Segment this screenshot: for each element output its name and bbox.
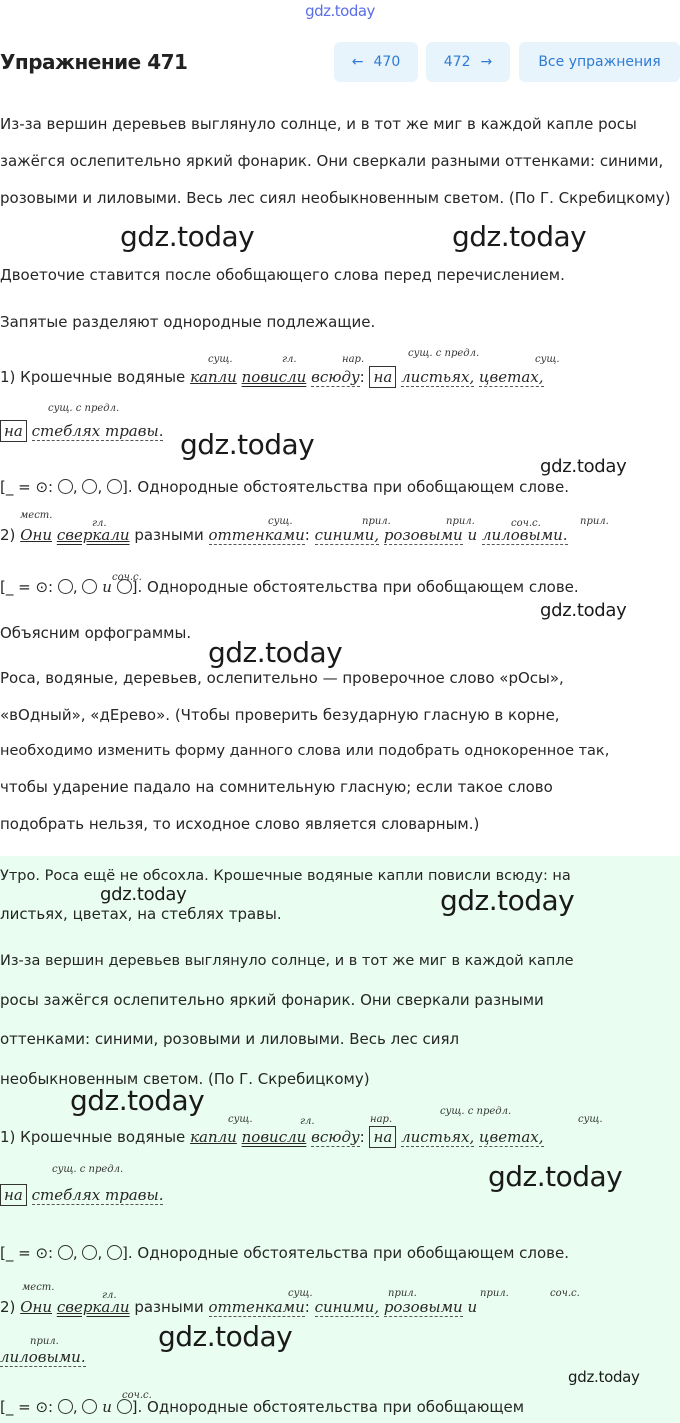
pos-label: прил. <box>446 516 475 527</box>
circle-icon <box>117 579 132 594</box>
pos-label: сущ. <box>578 1114 603 1125</box>
watermark: gdz.today <box>120 220 255 253</box>
watermark: gdz.today <box>540 456 627 477</box>
next-exercise-label: 472 <box>443 54 471 70</box>
watermark: gdz.today <box>180 428 315 461</box>
scheme-1: [_ = ⊙: , , ]. Однородные обстоятельства при обобщающем слове. <box>0 478 569 496</box>
circle-icon <box>82 479 97 494</box>
answer-line: Из-за вершин деревьев выглянуло солнце, и в тот же миг в каждой капле <box>0 953 574 969</box>
sentence-text: 1) Крошечные водяные <box>0 368 186 386</box>
circle-icon <box>82 579 97 594</box>
pos-label: сущ. <box>288 1288 313 1299</box>
pos-label: сущ. с предл. <box>52 1164 124 1175</box>
orthography-title: Объясним орфограммы. <box>0 624 192 642</box>
orthography-line: чтобы ударение падало на сомнительную гласную; если такое слово <box>0 778 553 796</box>
circle-icon <box>107 1245 122 1260</box>
pos-label: гл. <box>300 1116 315 1127</box>
pos-label: соч.с. <box>112 572 142 583</box>
preposition-box: на <box>369 366 396 388</box>
circle-icon <box>117 1399 132 1414</box>
comma-rule: Запятые разделяют однородные подлежащие. <box>0 313 376 331</box>
pos-label: гл. <box>92 518 107 529</box>
answer-scheme-1: [_ = ⊙: , , ]. Однородные обстоятельства при обобщающем слове. <box>0 1244 569 1262</box>
conj-word: и <box>467 526 478 544</box>
page-title: Упражнение 471 <box>0 50 188 74</box>
header <box>0 42 680 82</box>
pos-label: сущ. <box>268 516 293 527</box>
pos-label: соч.с. <box>550 1288 580 1299</box>
answer-line: Утро. Роса ещё не обсохла. Крошечные водяные капли повисли всюду: на <box>0 868 571 884</box>
preposition-box: на <box>0 1184 27 1206</box>
pos-label: прил. <box>580 516 609 527</box>
orthography-line: необходимо изменить форму данного слова или подобрать однокоренное так, <box>0 743 610 759</box>
watermark: gdz.today <box>440 884 575 917</box>
pos-label: нар. <box>370 1114 393 1125</box>
pos-label: сущ. <box>208 354 233 365</box>
answer-sentence-2: 2) Они сверкали разными оттенками: синими, розовыми и <box>0 1298 478 1316</box>
pos-label: сущ. с предл. <box>408 348 480 359</box>
answer-line: оттенками: синими, розовыми и лиловыми. Весь лес сиял <box>0 1030 460 1048</box>
watermark: gdz.today <box>158 1320 293 1353</box>
sentence-1: 1) Крошечные водяные капли повисли всюду: на листьях, цветах, <box>0 368 544 386</box>
task-paragraph: Из-за вершин деревьев выглянуло солнце, и в тот же миг в каждой капле росы зажёгся ослепительно яркий фонарик. Они сверкали разными оттенками: синими, розовыми и лиловыми. Весь лес сиял необыкновенным светом. (По Г. Скребицкому) <box>0 115 671 207</box>
watermark: gdz.today <box>452 220 587 253</box>
answer-line: необыкновенным светом. (По Г. Скребицкому) <box>0 1070 370 1088</box>
pos-label: сущ. <box>228 1114 253 1125</box>
orthography-line: Роса, водяные, деревьев, ослепительно — проверочное слово «рОсы», <box>0 669 564 687</box>
circle-icon <box>58 1245 73 1260</box>
circle-icon <box>82 1245 97 1260</box>
pos-label: сущ. <box>535 354 560 365</box>
answer-sentence-2-cont: лиловыми. <box>0 1348 86 1366</box>
pos-label: соч.с. <box>511 518 541 529</box>
subject-word: капли <box>190 368 237 386</box>
adverbial-word: всюду <box>311 368 360 386</box>
pos-label: гл. <box>282 354 297 365</box>
pos-label: прил. <box>30 1336 59 1347</box>
watermark: gdz.today <box>488 1160 623 1193</box>
next-exercise-button[interactable] <box>426 42 510 82</box>
subject-word: Они <box>20 526 53 544</box>
answer-scheme-2: [_ = ⊙: , и ]. Однородные обстоятельства при обобщающем <box>0 1398 525 1416</box>
watermark: gdz.today <box>70 1084 205 1117</box>
preposition-box: на <box>369 1126 396 1148</box>
answer-sentence-1-cont: на стеблях травы. <box>0 1184 163 1206</box>
pos-label: прил. <box>362 516 391 527</box>
scheme-tail: ]. Однородные обстоятельства при обобщающем слове. <box>122 478 569 496</box>
watermark: gdz.today <box>568 1368 640 1386</box>
circle-icon <box>107 479 122 494</box>
arrow-left-icon: ← <box>351 54 364 70</box>
watermark: gdz.today <box>208 636 343 669</box>
pos-label: нар. <box>342 354 365 365</box>
pos-label: сущ. с предл. <box>440 1106 512 1117</box>
circle-icon <box>58 479 73 494</box>
answer-sentence-1: 1) Крошечные водяные капли повисли всюду: на листьях, цветах, <box>0 1128 544 1146</box>
scheme-2: [_ = ⊙: , и ]. Однородные обстоятельства при обобщающем слове. <box>0 578 579 596</box>
attribute-word: лиловыми. <box>481 526 568 544</box>
pos-label: мест. <box>22 1282 55 1293</box>
pos-label: прил. <box>388 1288 417 1299</box>
orthography-line: «вОдный», «дЕрево». (Чтобы проверить безударную гласную в корне, <box>0 706 560 724</box>
answer-line: росы зажёгся ослепительно яркий фонарик. Они сверкали разными <box>0 991 544 1009</box>
circle-icon <box>58 1399 73 1414</box>
predicate-word: повисли <box>241 368 307 386</box>
arrow-right-icon: → <box>480 54 493 70</box>
sentence-1-cont <box>0 420 163 442</box>
scheme-open: [_ = ⊙: <box>0 478 54 496</box>
prev-exercise-label: 470 <box>373 54 401 70</box>
adverbial-word: листьях, <box>401 368 475 386</box>
adverbial-word: стеблях травы. <box>31 422 164 440</box>
pos-label: соч.с. <box>122 1390 152 1401</box>
watermark: gdz.today <box>540 600 627 621</box>
attribute-word: розовыми <box>383 526 463 544</box>
pos-label: прил. <box>480 1288 509 1299</box>
predicate-word: сверкали <box>56 526 130 544</box>
object-word: оттенками <box>208 526 305 544</box>
circle-icon <box>82 1399 97 1414</box>
preposition-box: на <box>0 420 27 442</box>
watermark: gdz.today <box>100 884 187 905</box>
pos-label: мест. <box>20 510 53 521</box>
prev-exercise-button[interactable] <box>334 42 418 82</box>
all-exercises-button[interactable]: Все упражнения <box>519 42 680 82</box>
sentence-2: 2) Они сверкали разными оттенками: синими, розовыми и лиловыми. <box>0 526 568 544</box>
attribute-word: синими, <box>314 526 380 544</box>
scheme-tail: ]. Однородные обстоятельства при обобщающем слове. <box>131 578 579 596</box>
answer-line: листьях, цветах, на стеблях травы. <box>0 905 282 923</box>
adverbial-word: цветах, <box>479 368 544 386</box>
pos-label: гл. <box>102 1290 117 1301</box>
orthography-line: подобрать нельзя, то исходное слово является словарным.) <box>0 815 480 833</box>
site-logo[interactable]: gdz.today <box>305 2 375 20</box>
pos-label: сущ. с предл. <box>48 403 120 414</box>
colon-rule: Двоеточие ставится после обобщающего слова перед перечислением. <box>0 266 565 284</box>
circle-icon <box>58 579 73 594</box>
